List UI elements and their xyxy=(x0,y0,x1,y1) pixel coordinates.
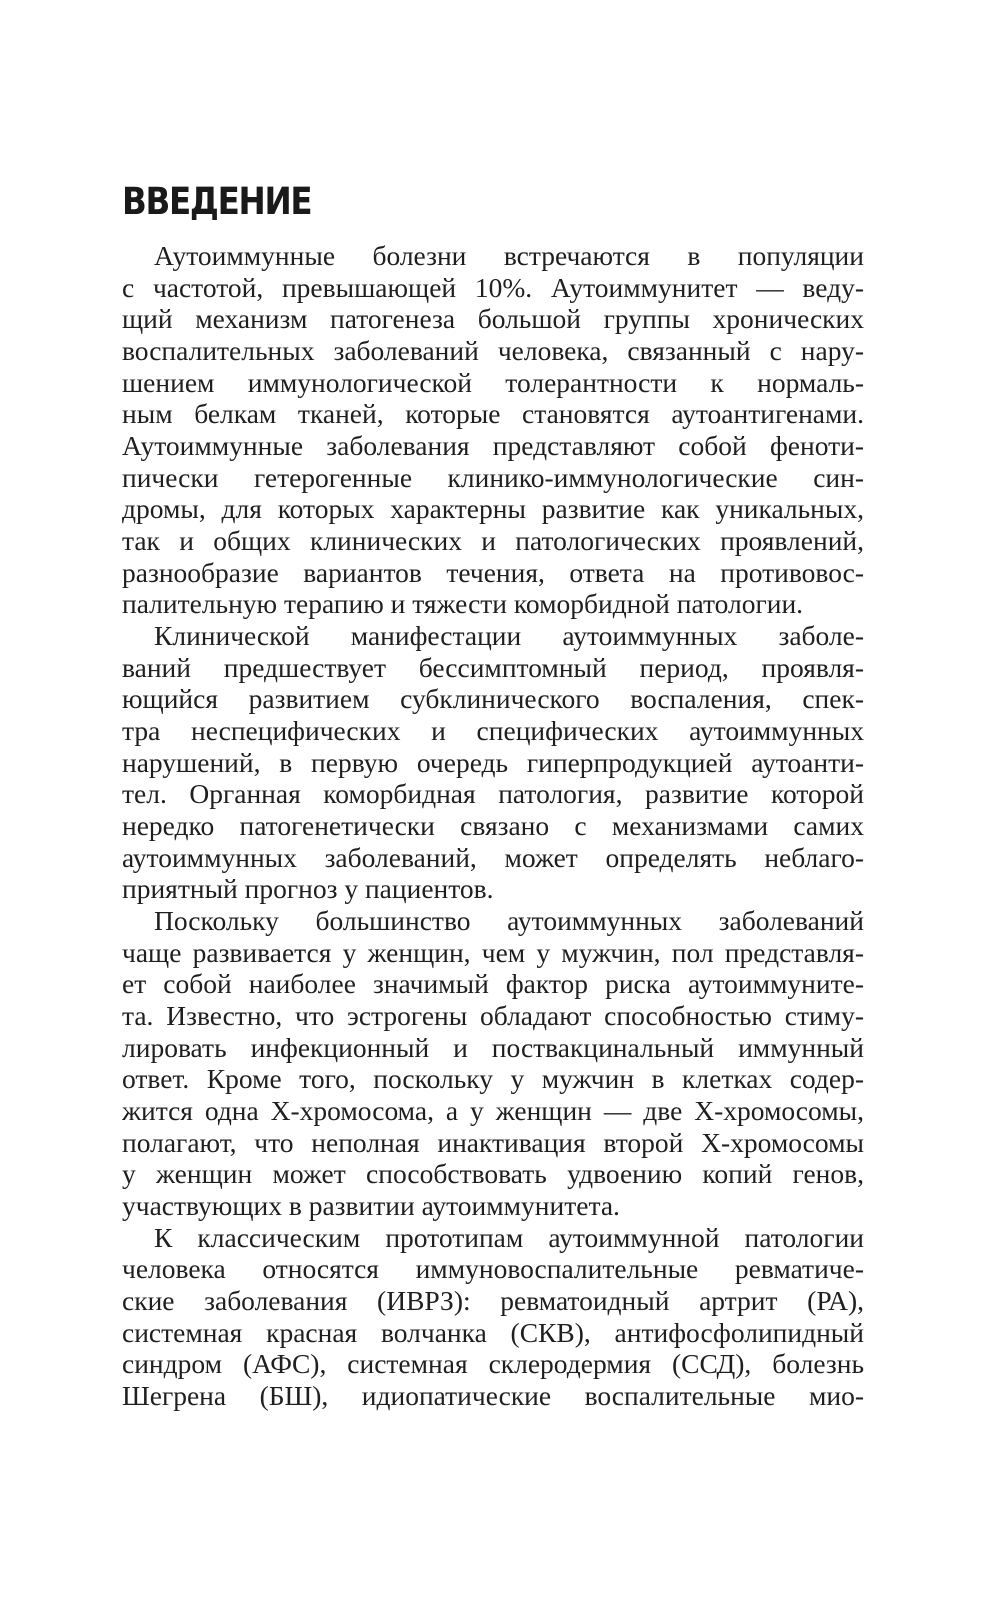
text-line: тра неспецифических и специфических аутоиммунных xyxy=(122,715,864,746)
text-line: щий механизм патогенеза большой группы хронических xyxy=(122,303,864,334)
text-line: лировать инфекционный и поствакцинальный иммунный xyxy=(122,1032,864,1063)
text-line: полагают, что неполная инактивация второй Х-хромосомы xyxy=(122,1127,864,1158)
text-line: приятный прогноз у пациентов. xyxy=(122,873,494,904)
text-line: синдром (АФС), системная склеродермия (ССД), болезнь xyxy=(122,1348,864,1379)
text-line: так и общих клинических и патологических проявлений, xyxy=(122,525,864,556)
text-line: аутоиммунных заболеваний, может определять неблаго- xyxy=(122,842,864,873)
text-line: Аутоиммунные болезни встречаются в популяции xyxy=(154,240,864,271)
text-line: пически гетерогенные клинико-иммунологические син- xyxy=(122,462,864,493)
text-line: шением иммунологической толерантности к нормаль- xyxy=(122,367,864,398)
text-line: тел. Органная коморбидная патология, развитие которой xyxy=(122,778,864,809)
text-line: системная красная волчанка (СКВ), антифосфолипидный xyxy=(122,1317,864,1348)
text-line: ющийся развитием субклинического воспаления, спек- xyxy=(122,683,864,714)
text-line: та. Известно, что эстрогены обладают способностью стиму- xyxy=(122,1000,864,1031)
text-line: с частотой, превышающей 10%. Аутоиммунитет — веду- xyxy=(122,272,864,303)
text-line: жится одна Х-хромосома, а у женщин — две Х-хромосомы, xyxy=(122,1095,864,1126)
text-line: ваний предшествует бессимптомный период, проявля- xyxy=(122,652,864,683)
text-line: нередко патогенетически связано с механизмами самих xyxy=(122,810,864,841)
text-line: у женщин может способствовать удвоению копий генов, xyxy=(122,1158,864,1189)
text-line: Шегрена (БШ), идиопатические воспалительные мио- xyxy=(122,1380,864,1411)
chapter-heading: ВВЕДЕНИЕ xyxy=(122,180,312,223)
text-line: дромы, для которых характерны развитие как уникальных, xyxy=(122,493,864,524)
text-line: Клинической манифестации аутоиммунных заболе- xyxy=(154,620,864,651)
text-line: Поскольку большинство аутоиммунных заболеваний xyxy=(154,905,864,936)
text-line: чаще развивается у женщин, чем у мужчин, пол представля- xyxy=(122,937,864,968)
text-line: ным белкам тканей, которые становятся аутоантигенами. xyxy=(122,398,864,429)
text-line: воспалительных заболеваний человека, связанный с нару- xyxy=(122,335,864,366)
text-line: ет собой наиболее значимый фактор риска аутоиммуните- xyxy=(122,968,864,999)
text-line: К классическим прототипам аутоиммунной патологии xyxy=(154,1222,864,1253)
text-line: палительную терапию и тяжести коморбидной патологии. xyxy=(122,588,804,619)
text-line: ответ. Кроме того, поскольку у мужчин в клетках содер- xyxy=(122,1063,864,1094)
text-line: разнообразие вариантов течения, ответа на противовос- xyxy=(122,557,864,588)
text-line: человека относятся иммуновоспалительные ревматиче- xyxy=(122,1253,864,1284)
text-line: Аутоиммунные заболевания представляют собой феноти- xyxy=(122,430,864,461)
text-line: ские заболевания (ИВРЗ): ревматоидный артрит (РА), xyxy=(122,1285,864,1316)
text-line: нарушений, в первую очередь гиперпродукцией аутоанти- xyxy=(122,747,864,778)
text-line: участвующих в развитии аутоиммунитета. xyxy=(122,1190,620,1221)
